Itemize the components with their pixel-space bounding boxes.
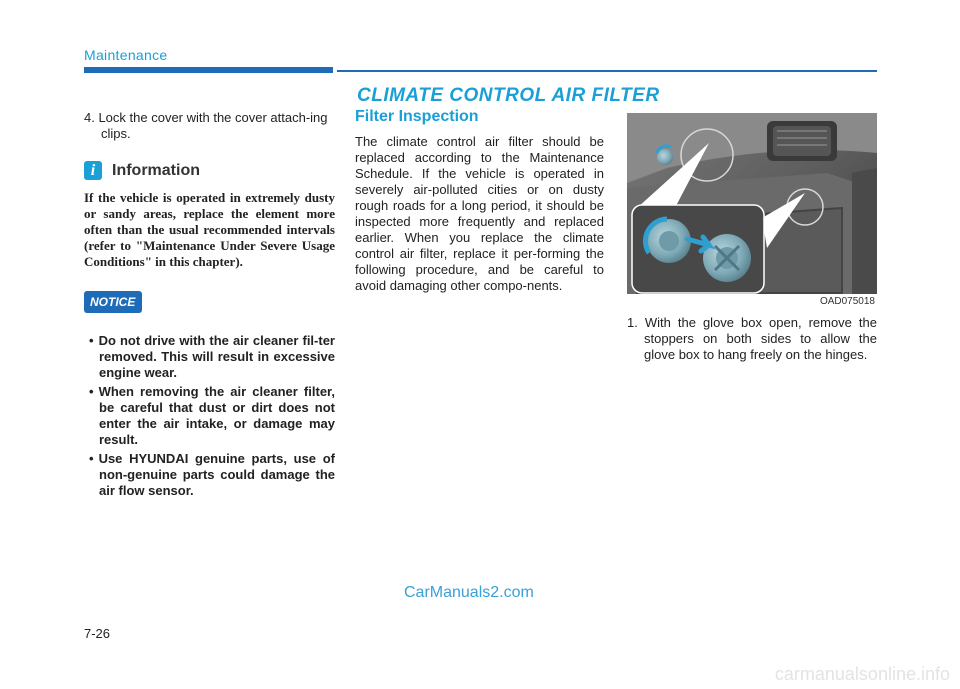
page-title: CLIMATE CONTROL AIR FILTER bbox=[357, 85, 660, 106]
notice-list bbox=[84, 333, 335, 499]
step-4-text: 4. Lock the cover with the cover attach-ing clips. bbox=[84, 110, 328, 141]
page-number: 7-26 bbox=[84, 626, 111, 641]
glove-box-stopper-illustration bbox=[627, 113, 877, 310]
information-title: Information bbox=[112, 161, 200, 179]
section-label: Maintenance bbox=[84, 47, 168, 63]
notice-item: • When removing the air cleaner filter, be careful that dust or dirt does not enter the air intake, or damage may result. bbox=[84, 384, 335, 448]
notice-badge: NOTICE bbox=[84, 291, 142, 313]
header-rule-thin bbox=[337, 70, 877, 72]
glove-box-illustration-svg bbox=[627, 113, 877, 310]
left-column bbox=[84, 110, 335, 502]
notice-item: • Use HYUNDAI genuine parts, use of non-genuine parts could damage the air flow sensor. bbox=[84, 451, 335, 499]
information-body: If the vehicle is operated in extremely dusty or sandy areas, replace the element more often than the usual recommended intervals (refer to "Maintenance Under Severe Usage Conditions" in this chapter). bbox=[84, 190, 335, 269]
filter-inspection-body: The climate control air filter should be replaced according to the Maintenance Schedule. If the vehicle is operated in severely air-polluted cities or on dusty rough roads for a long period, it should be inspected more frequently and replaced earlier. When you replace the climate control air filter, replace it per-forming the following procedure, and be careful to avoid damaging other compo-nents. bbox=[355, 134, 604, 293]
step-1-text: 1. With the glove box open, remove the stoppers on both sides to allow the glove box to hang freely on the hinges. bbox=[627, 315, 877, 362]
header-rule-thick bbox=[84, 67, 333, 73]
information-header bbox=[84, 161, 335, 180]
information-icon: i bbox=[84, 161, 102, 180]
middle-column bbox=[355, 109, 604, 294]
watermark-text: carmanualsonline.info bbox=[774, 664, 950, 684]
right-column bbox=[627, 315, 877, 363]
figure-code: OAD075018 bbox=[819, 296, 875, 307]
filter-inspection-heading: Filter Inspection bbox=[355, 108, 479, 125]
watermark-link[interactable]: CarManuals2.com bbox=[404, 584, 534, 601]
notice-item: • Do not drive with the air cleaner fil-ter removed. This will result in excessive engine wear. bbox=[84, 333, 335, 381]
figure-caption bbox=[627, 294, 877, 310]
